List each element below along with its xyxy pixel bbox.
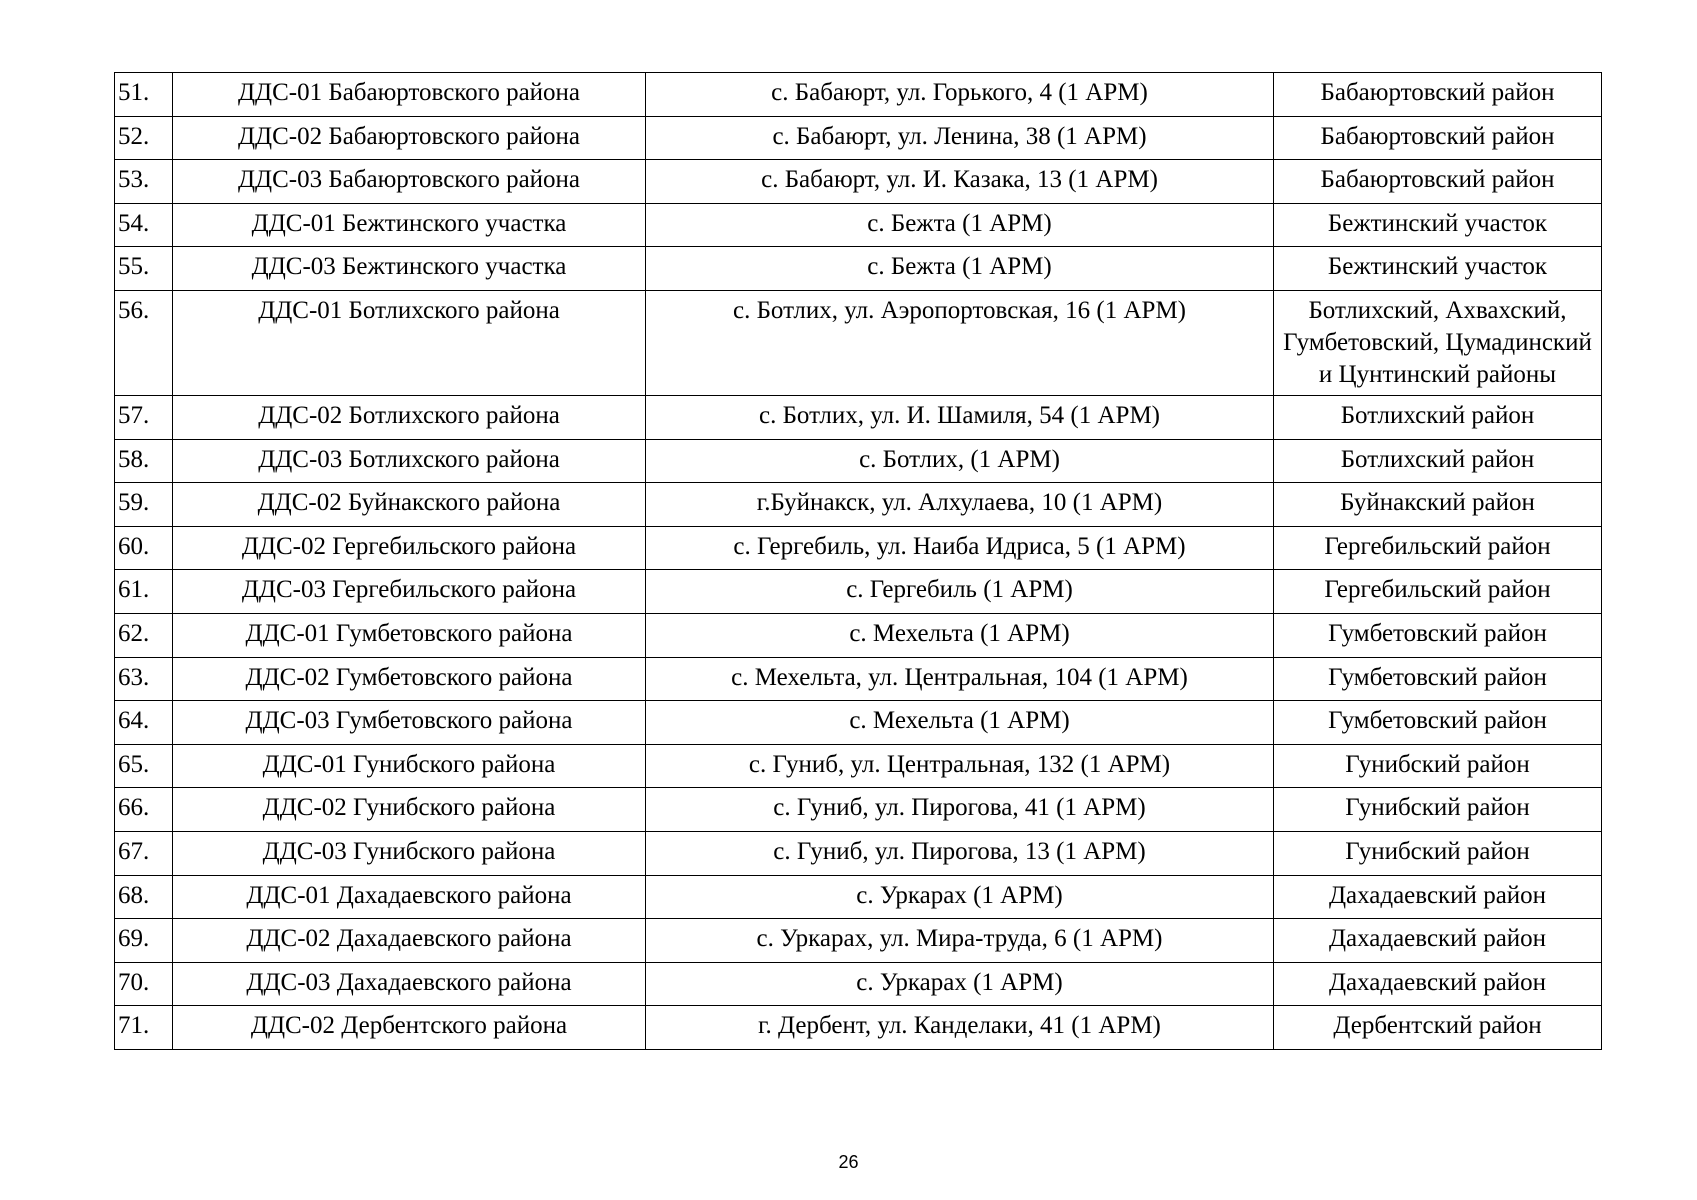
table-row bbox=[115, 116, 1602, 160]
row-number: 64. bbox=[115, 701, 173, 745]
service-name: ДДС-02 Буйнакского района bbox=[173, 483, 646, 527]
row-number: 67. bbox=[115, 831, 173, 875]
table-row bbox=[115, 439, 1602, 483]
service-name: ДДС-03 Дахадаевского района bbox=[173, 962, 646, 1006]
table-row bbox=[115, 875, 1602, 919]
service-name: ДДС-03 Бабаюртовского района bbox=[173, 160, 646, 204]
table-row bbox=[115, 73, 1602, 117]
service-name: ДДС-01 Бабаюртовского района bbox=[173, 73, 646, 117]
service-address: с. Уркарах, ул. Мира-труда, 6 (1 АРМ) bbox=[646, 919, 1274, 963]
service-name: ДДС-03 Гумбетовского района bbox=[173, 701, 646, 745]
row-number: 70. bbox=[115, 962, 173, 1006]
service-name: ДДС-02 Гунибского района bbox=[173, 788, 646, 832]
row-number: 59. bbox=[115, 483, 173, 527]
row-number: 56. bbox=[115, 290, 173, 395]
service-area: Гунибский район bbox=[1274, 744, 1602, 788]
row-number: 60. bbox=[115, 526, 173, 570]
service-address: г. Дербент, ул. Канделаки, 41 (1 АРМ) bbox=[646, 1006, 1274, 1050]
row-number: 58. bbox=[115, 439, 173, 483]
row-number: 57. bbox=[115, 395, 173, 439]
table-row bbox=[115, 744, 1602, 788]
service-name: ДДС-01 Ботлихского района bbox=[173, 290, 646, 395]
service-name: ДДС-01 Бежтинского участка bbox=[173, 203, 646, 247]
row-number: 63. bbox=[115, 657, 173, 701]
service-address: с. Мехельта (1 АРМ) bbox=[646, 613, 1274, 657]
service-name: ДДС-01 Дахадаевского района bbox=[173, 875, 646, 919]
table-row bbox=[115, 526, 1602, 570]
service-address: с. Мехельта (1 АРМ) bbox=[646, 701, 1274, 745]
service-area: Дербентский район bbox=[1274, 1006, 1602, 1050]
service-area: Гунибский район bbox=[1274, 788, 1602, 832]
row-number: 65. bbox=[115, 744, 173, 788]
page-number: 26 bbox=[838, 1152, 859, 1172]
service-area: Дахадаевский район bbox=[1274, 962, 1602, 1006]
service-address: с. Ботлих, ул. И. Шамиля, 54 (1 АРМ) bbox=[646, 395, 1274, 439]
table-row bbox=[115, 962, 1602, 1006]
service-area: Гергебильский район bbox=[1274, 526, 1602, 570]
table-row bbox=[115, 919, 1602, 963]
table-row bbox=[115, 1006, 1602, 1050]
service-address: с. Бежта (1 АРМ) bbox=[646, 203, 1274, 247]
service-area: Дахадаевский район bbox=[1274, 875, 1602, 919]
table-row bbox=[115, 290, 1602, 395]
service-address: с. Гуниб, ул. Центральная, 132 (1 АРМ) bbox=[646, 744, 1274, 788]
service-name: ДДС-02 Гумбетовского района bbox=[173, 657, 646, 701]
service-name: ДДС-03 Гунибского района bbox=[173, 831, 646, 875]
service-address: с. Мехельта, ул. Центральная, 104 (1 АРМ) bbox=[646, 657, 1274, 701]
table-row bbox=[115, 831, 1602, 875]
row-number: 71. bbox=[115, 1006, 173, 1050]
service-name: ДДС-02 Ботлихского района bbox=[173, 395, 646, 439]
service-name: ДДС-02 Гергебильского района bbox=[173, 526, 646, 570]
service-area: Гунибский район bbox=[1274, 831, 1602, 875]
service-area: Бабаюртовский район bbox=[1274, 73, 1602, 117]
table-body bbox=[115, 73, 1602, 1050]
row-number: 53. bbox=[115, 160, 173, 204]
service-address: с. Ботлих, ул. Аэропортовская, 16 (1 АРМ) bbox=[646, 290, 1274, 395]
table-row bbox=[115, 788, 1602, 832]
row-number: 52. bbox=[115, 116, 173, 160]
service-name: ДДС-03 Ботлихского района bbox=[173, 439, 646, 483]
service-address: с. Гергебиль (1 АРМ) bbox=[646, 570, 1274, 614]
service-area: Дахадаевский район bbox=[1274, 919, 1602, 963]
service-address: с. Бабаюрт, ул. Горького, 4 (1 АРМ) bbox=[646, 73, 1274, 117]
service-area: Ботлихский район bbox=[1274, 439, 1602, 483]
service-area: Бежтинский участок bbox=[1274, 247, 1602, 291]
services-table bbox=[114, 72, 1602, 1050]
service-address: с. Гергебиль, ул. Наиба Идриса, 5 (1 АРМ) bbox=[646, 526, 1274, 570]
service-address: г.Буйнакск, ул. Алхулаева, 10 (1 АРМ) bbox=[646, 483, 1274, 527]
table-row bbox=[115, 657, 1602, 701]
service-address: с. Ботлих, (1 АРМ) bbox=[646, 439, 1274, 483]
service-address: с. Уркарах (1 АРМ) bbox=[646, 875, 1274, 919]
service-name: ДДС-02 Бабаюртовского района bbox=[173, 116, 646, 160]
service-name: ДДС-02 Дахадаевского района bbox=[173, 919, 646, 963]
row-number: 54. bbox=[115, 203, 173, 247]
service-area: Бабаюртовский район bbox=[1274, 160, 1602, 204]
service-area: Ботлихский, Ахвахский, Гумбетовский, Цумадинский и Цунтинский районы bbox=[1274, 290, 1602, 395]
service-name: ДДС-01 Гунибского района bbox=[173, 744, 646, 788]
service-address: с. Гуниб, ул. Пирогова, 13 (1 АРМ) bbox=[646, 831, 1274, 875]
service-address: с. Уркарах (1 АРМ) bbox=[646, 962, 1274, 1006]
table-row bbox=[115, 247, 1602, 291]
service-area: Ботлихский район bbox=[1274, 395, 1602, 439]
service-area: Бабаюртовский район bbox=[1274, 116, 1602, 160]
service-address: с. Гуниб, ул. Пирогова, 41 (1 АРМ) bbox=[646, 788, 1274, 832]
table-row bbox=[115, 483, 1602, 527]
service-area: Бежтинский участок bbox=[1274, 203, 1602, 247]
service-area: Гергебильский район bbox=[1274, 570, 1602, 614]
row-number: 61. bbox=[115, 570, 173, 614]
service-name: ДДС-03 Бежтинского участка bbox=[173, 247, 646, 291]
row-number: 66. bbox=[115, 788, 173, 832]
table-row bbox=[115, 395, 1602, 439]
table-row bbox=[115, 203, 1602, 247]
service-area: Гумбетовский район bbox=[1274, 657, 1602, 701]
service-address: с. Бабаюрт, ул. И. Казака, 13 (1 АРМ) bbox=[646, 160, 1274, 204]
service-area: Гумбетовский район bbox=[1274, 613, 1602, 657]
row-number: 68. bbox=[115, 875, 173, 919]
service-area: Буйнакский район bbox=[1274, 483, 1602, 527]
table-row bbox=[115, 570, 1602, 614]
service-address: с. Бежта (1 АРМ) bbox=[646, 247, 1274, 291]
row-number: 55. bbox=[115, 247, 173, 291]
row-number: 69. bbox=[115, 919, 173, 963]
service-name: ДДС-03 Гергебильского района bbox=[173, 570, 646, 614]
row-number: 51. bbox=[115, 73, 173, 117]
table-row bbox=[115, 613, 1602, 657]
service-address: с. Бабаюрт, ул. Ленина, 38 (1 АРМ) bbox=[646, 116, 1274, 160]
service-name: ДДС-02 Дербентского района bbox=[173, 1006, 646, 1050]
table-row bbox=[115, 701, 1602, 745]
table-row bbox=[115, 160, 1602, 204]
row-number: 62. bbox=[115, 613, 173, 657]
service-area: Гумбетовский район bbox=[1274, 701, 1602, 745]
service-name: ДДС-01 Гумбетовского района bbox=[173, 613, 646, 657]
